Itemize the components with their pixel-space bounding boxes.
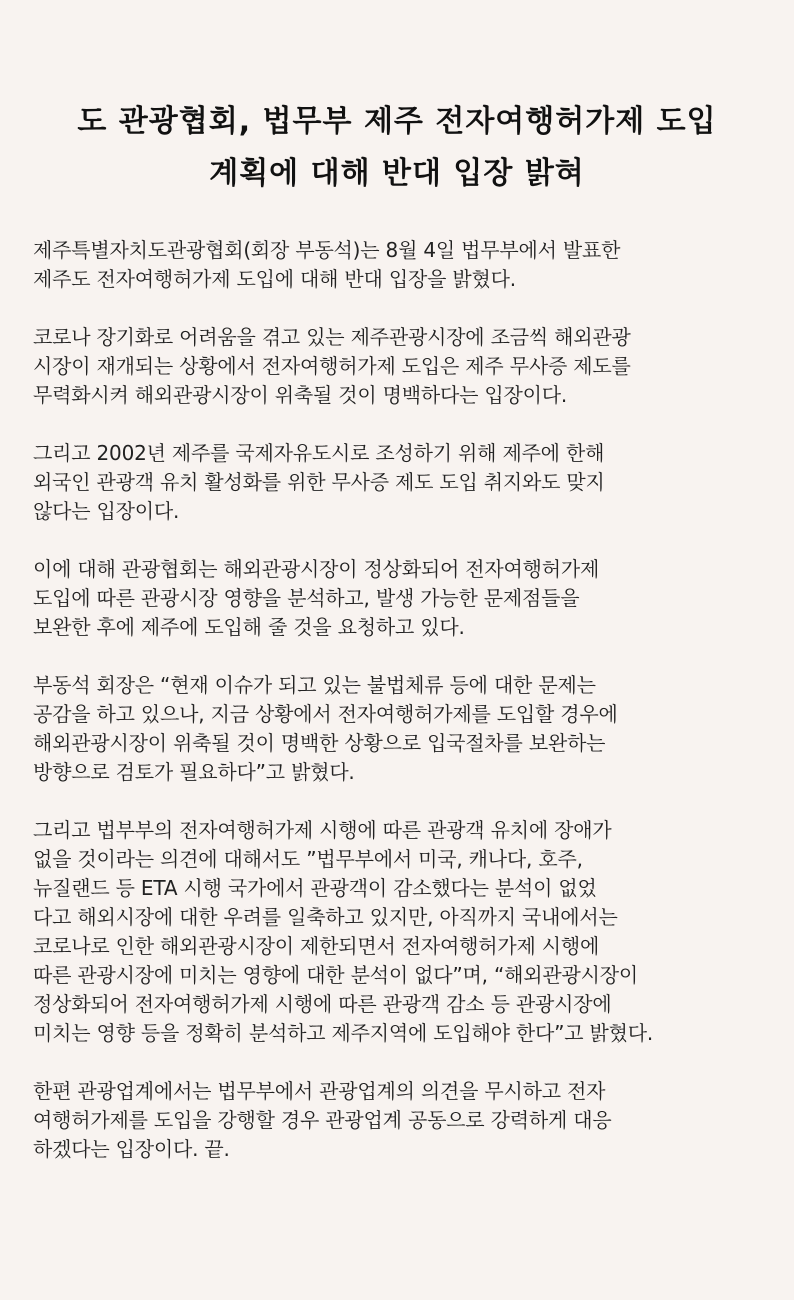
paragraph-covid-context — [33, 323, 761, 410]
text-line: 제주특별자치도관광협회(회장 부동석)는 8월 4일 법무부에서 발표한 — [33, 238, 621, 262]
text-line: 보완한 후에 제주에 도입해 줄 것을 요청하고 있다. — [33, 615, 465, 639]
text-line: 부동석 회장은 “현재 이슈가 되고 있는 불법체류 등에 대한 문제는 — [33, 673, 596, 697]
paragraph-association-request — [33, 555, 761, 642]
text-line: 따른 관광시장에 미치는 영향에 대한 분석이 없다”며, “해외관광시장이 — [33, 963, 638, 987]
text-line: 도입에 따른 관광시장 영향을 분석하고, 발생 가능한 문제점들을 — [33, 586, 580, 610]
text-line: 방향으로 검토가 필요하다”고 밝혔다. — [33, 760, 355, 784]
text-line: 여행허가제를 도입을 강행할 경우 관광업계 공동으로 강력하게 대응 — [33, 1108, 612, 1132]
text-line: 않다는 입장이다. — [33, 499, 180, 523]
text-line: 하겠다는 입장이다. 끝. — [33, 1137, 230, 1161]
text-line: 무력화시켜 해외관광시장이 위축될 것이 명백하다는 입장이다. — [33, 383, 568, 407]
text-line: 제주도 전자여행허가제 도입에 대해 반대 입장을 밝혔다. — [33, 267, 516, 291]
paragraph-chairman-quote — [33, 671, 761, 787]
title-line: 도 관광협회, 법무부 제주 전자여행허가제 도입 — [77, 104, 717, 139]
text-line: 그리고 법부부의 전자여행허가제 시행에 따른 관광객 유치에 장애가 — [33, 818, 612, 842]
article-title — [17, 96, 777, 200]
paragraph-eta-analysis — [33, 816, 761, 1048]
text-line: 공감을 하고 있으나, 지금 상황에서 전자여행허가제를 도입할 경우에 — [33, 702, 618, 726]
text-line: 다고 해외시장에 대한 우려를 일축하고 있지만, 아직까지 국내에서는 — [33, 905, 618, 929]
paragraph-visa-free-purpose — [33, 439, 761, 526]
text-line: 정상화되어 전자여행허가제 시행에 따른 관광객 감소 등 관광시장에 — [33, 992, 612, 1016]
article-body — [0, 236, 761, 1164]
text-line: 해외관광시장이 위축될 것이 명백한 상황으로 입국절차를 보완하는 — [33, 731, 606, 755]
text-line: 시장이 재개되는 상황에서 전자여행허가제 도입은 제주 무사증 제도를 — [33, 354, 631, 378]
paragraph-industry-response — [33, 1077, 761, 1164]
text-line: 그리고 2002년 제주를 국제자유도시로 조성하기 위해 제주에 한해 — [33, 441, 605, 465]
text-line: 한편 관광업계에서는 법무부에서 관광업계의 의견을 무시하고 전자 — [33, 1079, 606, 1103]
text-line: 없을 것이라는 의견에 대해서도 ”법무부에서 미국, 캐나다, 호주, — [33, 847, 583, 871]
title-line: 계획에 대해 반대 입장 밝혀 — [209, 156, 585, 191]
text-line: 미치는 영향 등을 정확히 분석하고 제주지역에 도입해야 한다”고 밝혔다. — [33, 1021, 654, 1045]
text-line: 코로나 장기화로 어려움을 겪고 있는 제주관광시장에 조금씩 해외관광 — [33, 325, 631, 349]
paragraph-announcement — [33, 236, 761, 294]
text-line: 뉴질랜드 등 ETA 시행 국가에서 관광객이 감소했다는 분석이 없었 — [33, 876, 597, 900]
text-line: 외국인 관광객 유치 활성화를 위한 무사증 제도 도입 취지와도 맞지 — [33, 470, 605, 494]
text-line: 이에 대해 관광협회는 해외관광시장이 정상화되어 전자여행허가제 — [33, 557, 600, 581]
text-line: 코로나로 인한 해외관광시장이 제한되면서 전자여행허가제 시행에 — [33, 934, 600, 958]
